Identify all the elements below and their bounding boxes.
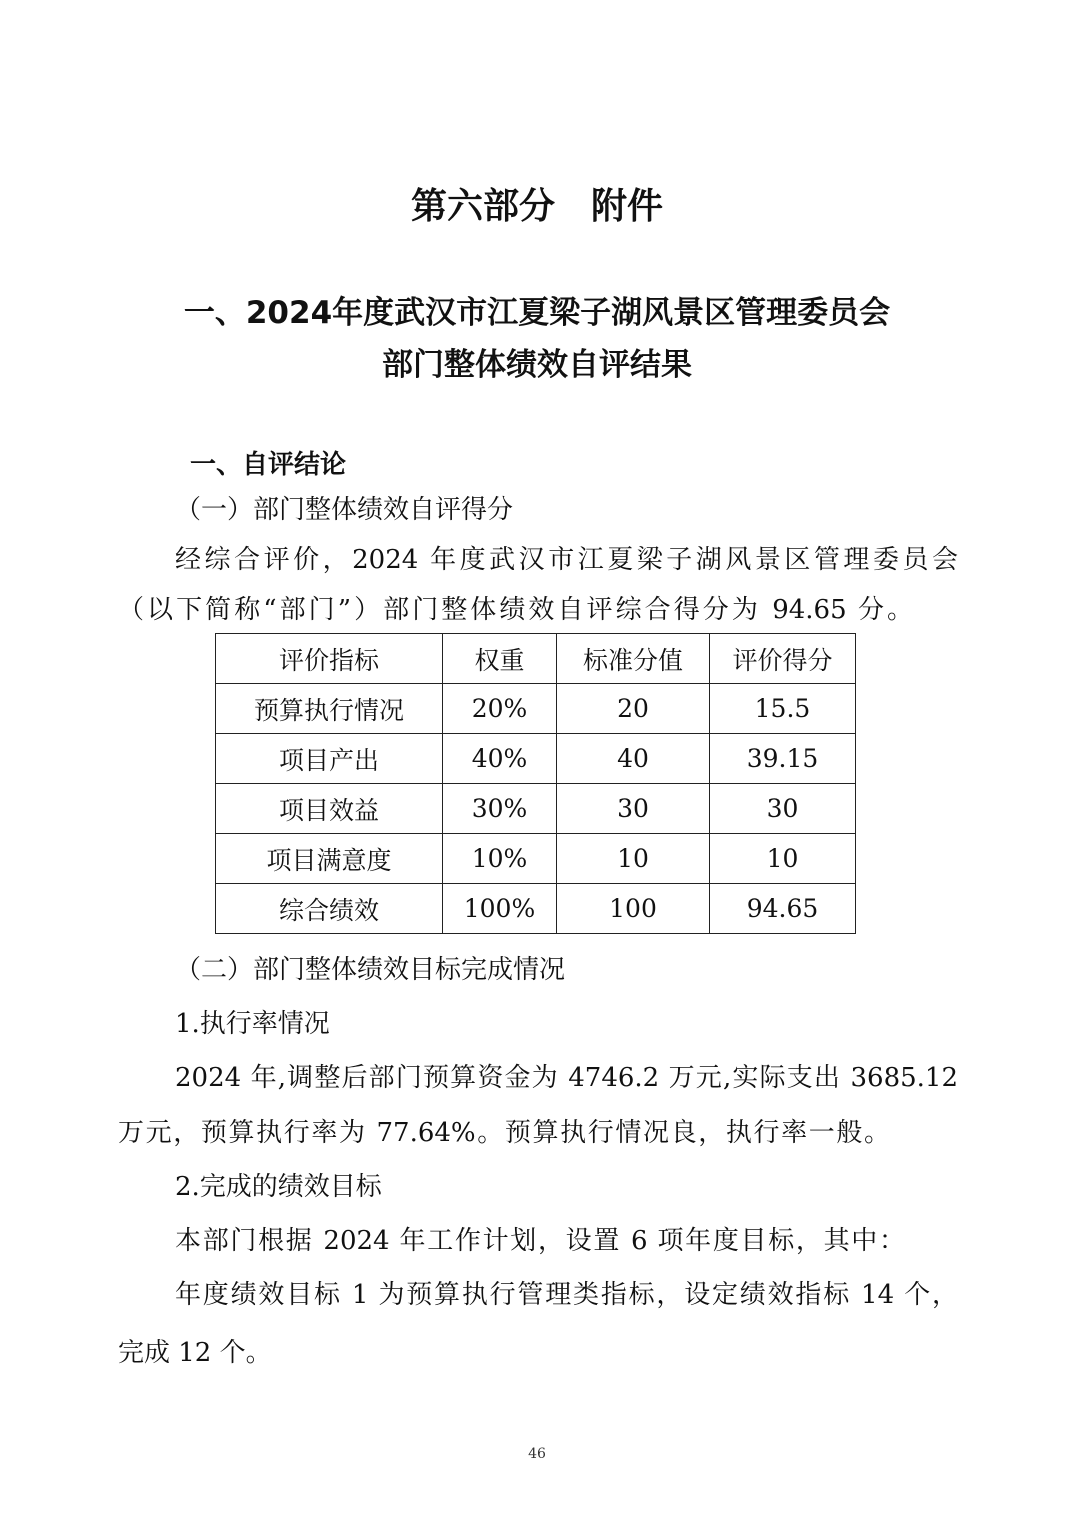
paragraph-line: 本部门根据 2024 年工作计划，设置 6 项年度目标，其中： (175, 1226, 905, 1256)
score-table (215, 633, 856, 934)
table-cell: 40% (443, 734, 557, 784)
document-subtitle-line-2: 部门整体绩效自评结果 (382, 347, 692, 383)
table-cell: 100% (443, 884, 557, 934)
table-header: 评价指标 (216, 634, 443, 684)
table-cell: 15.5 (710, 684, 856, 734)
table-row (216, 784, 856, 834)
subsection-heading: （二）部门整体绩效目标完成情况 (175, 955, 566, 985)
table-cell: 30% (443, 784, 557, 834)
table-row (216, 734, 856, 784)
table-cell: 项目产出 (216, 734, 443, 784)
table-cell: 10 (710, 834, 856, 884)
table-cell: 综合绩效 (216, 884, 443, 934)
item-heading: 1.执行率情况 (175, 1009, 330, 1039)
table-cell: 39.15 (710, 734, 856, 784)
paragraph-line: 经综合评价，2024 年度武汉市江夏梁子湖风景区管理委员会 (175, 545, 958, 575)
paragraph-line: 万元，预算执行率为 77.64%。预算执行情况良，执行率一般。 (118, 1118, 890, 1148)
subsection-heading: （一）部门整体绩效自评得分 (175, 495, 514, 525)
table-cell: 10 (557, 834, 710, 884)
item-heading: 2.完成的绩效目标 (175, 1172, 382, 1202)
table-cell: 40 (557, 734, 710, 784)
table-row (216, 834, 856, 884)
table-row (216, 884, 856, 934)
document-subtitle-line-1: 一、2024年度武汉市江夏梁子湖风景区管理委员会 (183, 295, 891, 331)
page-title: 第六部分 附件 (410, 186, 663, 227)
table-row (216, 684, 856, 734)
paragraph-line: 年度绩效目标 1 为预算执行管理类指标，设定绩效指标 14 个， (175, 1280, 958, 1310)
table-cell: 项目满意度 (216, 834, 443, 884)
table-cell: 20% (443, 684, 557, 734)
paragraph-line: 2024 年,调整后部门预算资金为 4746.2 万元,实际支出 3685.12 (175, 1063, 958, 1093)
table-cell: 30 (557, 784, 710, 834)
paragraph-line: 完成 12 个。 (118, 1338, 272, 1368)
paragraph-line: （以下简称“部门”）部门整体绩效自评综合得分为 94.65 分。 (118, 595, 913, 625)
table-header-row (216, 634, 856, 684)
table-cell: 项目效益 (216, 784, 443, 834)
table-cell: 预算执行情况 (216, 684, 443, 734)
table-header: 标准分值 (557, 634, 710, 684)
table-header: 评价得分 (710, 634, 856, 684)
section-heading: 一、自评结论 (190, 450, 347, 480)
table-cell: 94.65 (710, 884, 856, 934)
table-cell: 100 (557, 884, 710, 934)
table-cell: 20 (557, 684, 710, 734)
table-cell: 30 (710, 784, 856, 834)
table-header: 权重 (443, 634, 557, 684)
page-number: 46 (528, 1446, 546, 1462)
table-cell: 10% (443, 834, 557, 884)
